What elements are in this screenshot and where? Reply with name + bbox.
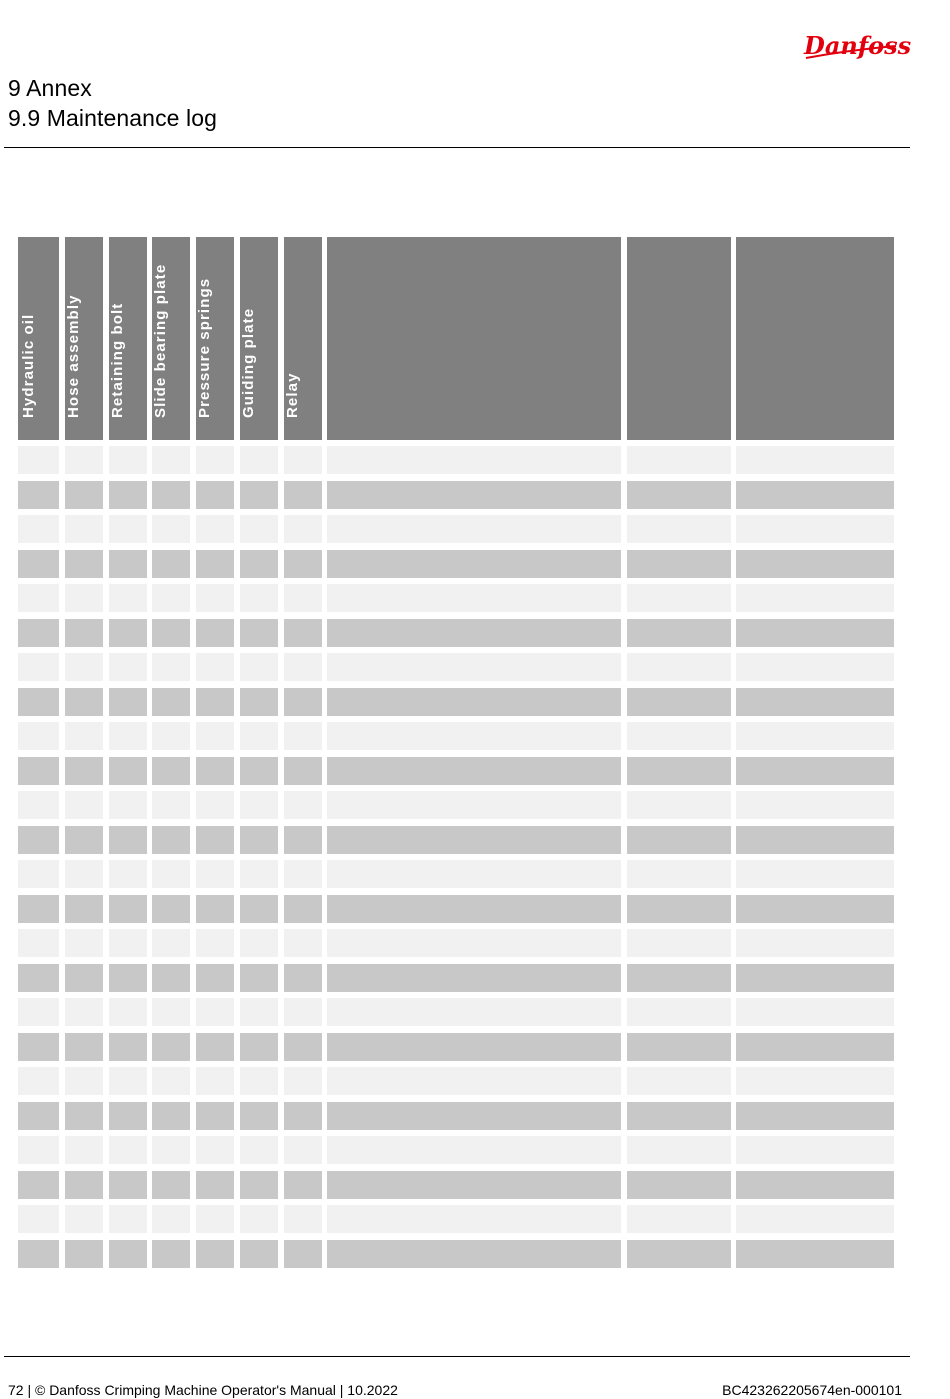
table-cell: [109, 791, 147, 819]
table-cell: [152, 584, 190, 612]
table-cell: [284, 688, 322, 716]
table-cell: [152, 688, 190, 716]
table-cell: [196, 722, 234, 750]
table-cell: [196, 1205, 234, 1233]
table-cell: [65, 1171, 103, 1199]
table-cell: [196, 895, 234, 923]
table-cell: [109, 1067, 147, 1095]
table-cell: [196, 929, 234, 957]
table-cell: [327, 1067, 621, 1095]
table-cell: [65, 446, 103, 474]
table-cell: [65, 895, 103, 923]
table-cell: [65, 826, 103, 854]
table-cell: [152, 1240, 190, 1268]
table-cell: [327, 964, 621, 992]
table-cell: [152, 1067, 190, 1095]
table-cell: [65, 515, 103, 543]
table-cell: [327, 998, 621, 1026]
table-cell: [152, 791, 190, 819]
table-cell: [109, 584, 147, 612]
table-cell: [109, 929, 147, 957]
footer-left-text: 72 | © Danfoss Crimping Machine Operator's Manual | 10.2022: [8, 1382, 398, 1398]
table-cell: [736, 757, 894, 785]
table-cell: [65, 1033, 103, 1061]
table-cell: [109, 722, 147, 750]
table-cell: [109, 757, 147, 785]
table-cell: [196, 584, 234, 612]
table-cell: [65, 584, 103, 612]
table-cell: [18, 998, 59, 1026]
table-cell: [18, 826, 59, 854]
table-cell: [284, 998, 322, 1026]
footer-document-code: BC423262205674en-000101: [722, 1382, 902, 1398]
table-cell: [627, 1102, 731, 1130]
table-cell: [152, 653, 190, 681]
table-cell: [284, 446, 322, 474]
table-cell: [627, 722, 731, 750]
table-cell: [240, 1136, 278, 1164]
table-cell: [736, 998, 894, 1026]
table-cell: [18, 446, 59, 474]
table-cell: [18, 1033, 59, 1061]
column-header: [627, 237, 731, 440]
table-cell: [736, 446, 894, 474]
table-cell: [627, 826, 731, 854]
table-cell: [736, 619, 894, 647]
table-cell: [152, 757, 190, 785]
table-cell: [736, 1067, 894, 1095]
table-cell: [65, 791, 103, 819]
table-cell: [65, 1136, 103, 1164]
table-cell: [109, 653, 147, 681]
table-cell: [18, 791, 59, 819]
table-cell: [196, 757, 234, 785]
table-cell: [18, 688, 59, 716]
table-cell: [109, 619, 147, 647]
table-cell: [327, 619, 621, 647]
table-cell: [109, 481, 147, 509]
column-header-label: Guiding plate: [240, 307, 257, 418]
table-cell: [284, 1067, 322, 1095]
table-cell: [109, 688, 147, 716]
table-cell: [18, 1102, 59, 1130]
table-cell: [284, 722, 322, 750]
table-cell: [152, 619, 190, 647]
table-cell: [327, 688, 621, 716]
table-cell: [284, 757, 322, 785]
table-cell: [152, 722, 190, 750]
table-cell: [109, 550, 147, 578]
table-cell: [327, 481, 621, 509]
table-cell: [196, 481, 234, 509]
table-cell: [627, 964, 731, 992]
table-cell: [736, 791, 894, 819]
table-cell: [327, 550, 621, 578]
table-cell: [284, 929, 322, 957]
table-cell: [627, 998, 731, 1026]
table-cell: [18, 1171, 59, 1199]
table-cell: [240, 550, 278, 578]
table-cell: [65, 860, 103, 888]
table-cell: [327, 1240, 621, 1268]
table-cell: [240, 1067, 278, 1095]
table-cell: [736, 550, 894, 578]
table-cell: [109, 515, 147, 543]
table-cell: [284, 860, 322, 888]
table-cell: [18, 929, 59, 957]
table-cell: [65, 1067, 103, 1095]
table-cell: [240, 619, 278, 647]
table-cell: [627, 515, 731, 543]
table-cell: [240, 791, 278, 819]
table-cell: [627, 653, 731, 681]
table-cell: [240, 964, 278, 992]
table-cell: [18, 1136, 59, 1164]
table-cell: [18, 515, 59, 543]
table-cell: [327, 446, 621, 474]
table-cell: [240, 481, 278, 509]
table-cell: [152, 481, 190, 509]
column-header: [152, 237, 190, 440]
table-cell: [627, 1171, 731, 1199]
table-cell: [152, 550, 190, 578]
column-header: [240, 237, 278, 440]
table-cell: [152, 1171, 190, 1199]
table-cell: [736, 1033, 894, 1061]
table-cell: [284, 895, 322, 923]
table-cell: [627, 446, 731, 474]
table-cell: [736, 826, 894, 854]
table-cell: [327, 1102, 621, 1130]
table-cell: [152, 1205, 190, 1233]
table-cell: [284, 481, 322, 509]
table-cell: [109, 1171, 147, 1199]
table-cell: [65, 481, 103, 509]
table-cell: [18, 1067, 59, 1095]
table-cell: [196, 1136, 234, 1164]
table-cell: [736, 688, 894, 716]
table-cell: [327, 515, 621, 543]
column-header: [327, 237, 621, 440]
table-cell: [152, 895, 190, 923]
table-cell: [627, 584, 731, 612]
table-cell: [18, 1205, 59, 1233]
table-cell: [240, 929, 278, 957]
table-cell: [196, 688, 234, 716]
table-cell: [18, 895, 59, 923]
table-cell: [627, 860, 731, 888]
table-cell: [240, 757, 278, 785]
table-cell: [736, 895, 894, 923]
table-cell: [736, 481, 894, 509]
section-title: 9.9 Maintenance log: [8, 105, 218, 131]
table-cell: [327, 584, 621, 612]
column-header-label: Hose assembly: [65, 294, 82, 418]
table-cell: [240, 860, 278, 888]
table-cell: [18, 757, 59, 785]
table-cell: [327, 757, 621, 785]
table-cell: [65, 929, 103, 957]
table-cell: [627, 688, 731, 716]
table-cell: [327, 860, 621, 888]
table-cell: [109, 1205, 147, 1233]
table-cell: [240, 515, 278, 543]
table-cell: [196, 998, 234, 1026]
table-cell: [65, 998, 103, 1026]
table-cell: [18, 860, 59, 888]
table-cell: [327, 1205, 621, 1233]
table-cell: [109, 964, 147, 992]
table-cell: [736, 722, 894, 750]
table-cell: [284, 550, 322, 578]
table-cell: [284, 619, 322, 647]
table-cell: [327, 895, 621, 923]
danfoss-logo-text: Danfoss: [804, 31, 912, 60]
table-cell: [240, 722, 278, 750]
table-cell: [327, 826, 621, 854]
table-cell: [736, 584, 894, 612]
column-header-label: Slide bearing plate: [152, 263, 169, 418]
table-cell: [18, 653, 59, 681]
table-cell: [284, 964, 322, 992]
table-cell: [152, 826, 190, 854]
table-cell: [327, 791, 621, 819]
column-header: [736, 237, 894, 440]
table-cell: [109, 1136, 147, 1164]
column-header: [284, 237, 322, 440]
table-cell: [627, 550, 731, 578]
table-cell: [627, 929, 731, 957]
table-cell: [152, 515, 190, 543]
table-cell: [284, 1240, 322, 1268]
table-cell: [196, 1102, 234, 1130]
table-cell: [240, 1240, 278, 1268]
table-cell: [109, 895, 147, 923]
table-cell: [327, 929, 621, 957]
table-cell: [284, 515, 322, 543]
table-cell: [240, 1033, 278, 1061]
table-cell: [627, 481, 731, 509]
table-cell: [18, 964, 59, 992]
table-cell: [327, 722, 621, 750]
table-cell: [196, 791, 234, 819]
table-cell: [109, 1033, 147, 1061]
table-cell: [196, 653, 234, 681]
table-cell: [240, 826, 278, 854]
table-cell: [196, 1240, 234, 1268]
table-cell: [627, 1067, 731, 1095]
table-cell: [18, 584, 59, 612]
table-cell: [627, 1033, 731, 1061]
table-cell: [196, 446, 234, 474]
table-cell: [196, 515, 234, 543]
table-cell: [736, 515, 894, 543]
table-cell: [736, 1136, 894, 1164]
table-cell: [736, 653, 894, 681]
table-cell: [736, 964, 894, 992]
column-header-label: Relay: [284, 372, 301, 418]
table-cell: [284, 1136, 322, 1164]
table-cell: [736, 1240, 894, 1268]
table-cell: [627, 895, 731, 923]
table-cell: [240, 653, 278, 681]
chapter-title: 9 Annex: [8, 75, 92, 101]
table-cell: [109, 998, 147, 1026]
column-header: [109, 237, 147, 440]
table-cell: [240, 1205, 278, 1233]
column-header: [65, 237, 103, 440]
table-cell: [109, 860, 147, 888]
table-cell: [284, 584, 322, 612]
table-cell: [18, 550, 59, 578]
table-cell: [627, 757, 731, 785]
table-cell: [627, 619, 731, 647]
table-cell: [240, 584, 278, 612]
table-cell: [240, 1171, 278, 1199]
table-cell: [627, 1240, 731, 1268]
table-cell: [736, 1102, 894, 1130]
table-cell: [152, 929, 190, 957]
table-cell: [65, 722, 103, 750]
table-cell: [152, 964, 190, 992]
table-cell: [736, 860, 894, 888]
table-cell: [240, 1102, 278, 1130]
table-cell: [152, 1102, 190, 1130]
table-cell: [240, 688, 278, 716]
table-cell: [152, 1033, 190, 1061]
column-header: [196, 237, 234, 440]
table-cell: [627, 1205, 731, 1233]
table-cell: [240, 895, 278, 923]
table-cell: [196, 860, 234, 888]
table-cell: [196, 964, 234, 992]
table-cell: [65, 1102, 103, 1130]
table-cell: [65, 1205, 103, 1233]
table-cell: [284, 791, 322, 819]
table-cell: [109, 1102, 147, 1130]
table-cell: [109, 1240, 147, 1268]
table-cell: [152, 860, 190, 888]
table-cell: [736, 929, 894, 957]
table-cell: [284, 653, 322, 681]
column-header-label: Pressure springs: [196, 277, 213, 418]
table-cell: [109, 826, 147, 854]
table-cell: [152, 998, 190, 1026]
table-cell: [196, 1033, 234, 1061]
table-cell: [196, 619, 234, 647]
table-cell: [65, 619, 103, 647]
table-cell: [736, 1205, 894, 1233]
table-cell: [65, 688, 103, 716]
table-cell: [327, 1136, 621, 1164]
table-cell: [327, 653, 621, 681]
table-cell: [109, 446, 147, 474]
table-cell: [240, 998, 278, 1026]
table-cell: [284, 1171, 322, 1199]
column-header-label: Hydraulic oil: [19, 313, 37, 418]
table-cell: [284, 826, 322, 854]
footer-divider: [4, 1356, 910, 1357]
table-cell: [284, 1102, 322, 1130]
table-cell: [65, 653, 103, 681]
table-cell: [65, 964, 103, 992]
table-cell: [65, 757, 103, 785]
table-cell: [284, 1033, 322, 1061]
table-cell: [736, 1171, 894, 1199]
column-header-label: Retaining bolt: [109, 302, 126, 418]
table-cell: [627, 791, 731, 819]
table-cell: [627, 1136, 731, 1164]
table-cell: [327, 1171, 621, 1199]
column-header: [18, 237, 59, 440]
table-cell: [196, 826, 234, 854]
table-cell: [327, 1033, 621, 1061]
table-cell: [196, 1171, 234, 1199]
table-cell: [152, 446, 190, 474]
table-cell: [65, 1240, 103, 1268]
table-cell: [18, 1240, 59, 1268]
table-cell: [240, 446, 278, 474]
table-cell: [18, 481, 59, 509]
table-cell: [196, 550, 234, 578]
table-cell: [196, 1067, 234, 1095]
table-cell: [18, 722, 59, 750]
table-cell: [152, 1136, 190, 1164]
table-cell: [284, 1205, 322, 1233]
table-cell: [18, 619, 59, 647]
table-cell: [65, 550, 103, 578]
